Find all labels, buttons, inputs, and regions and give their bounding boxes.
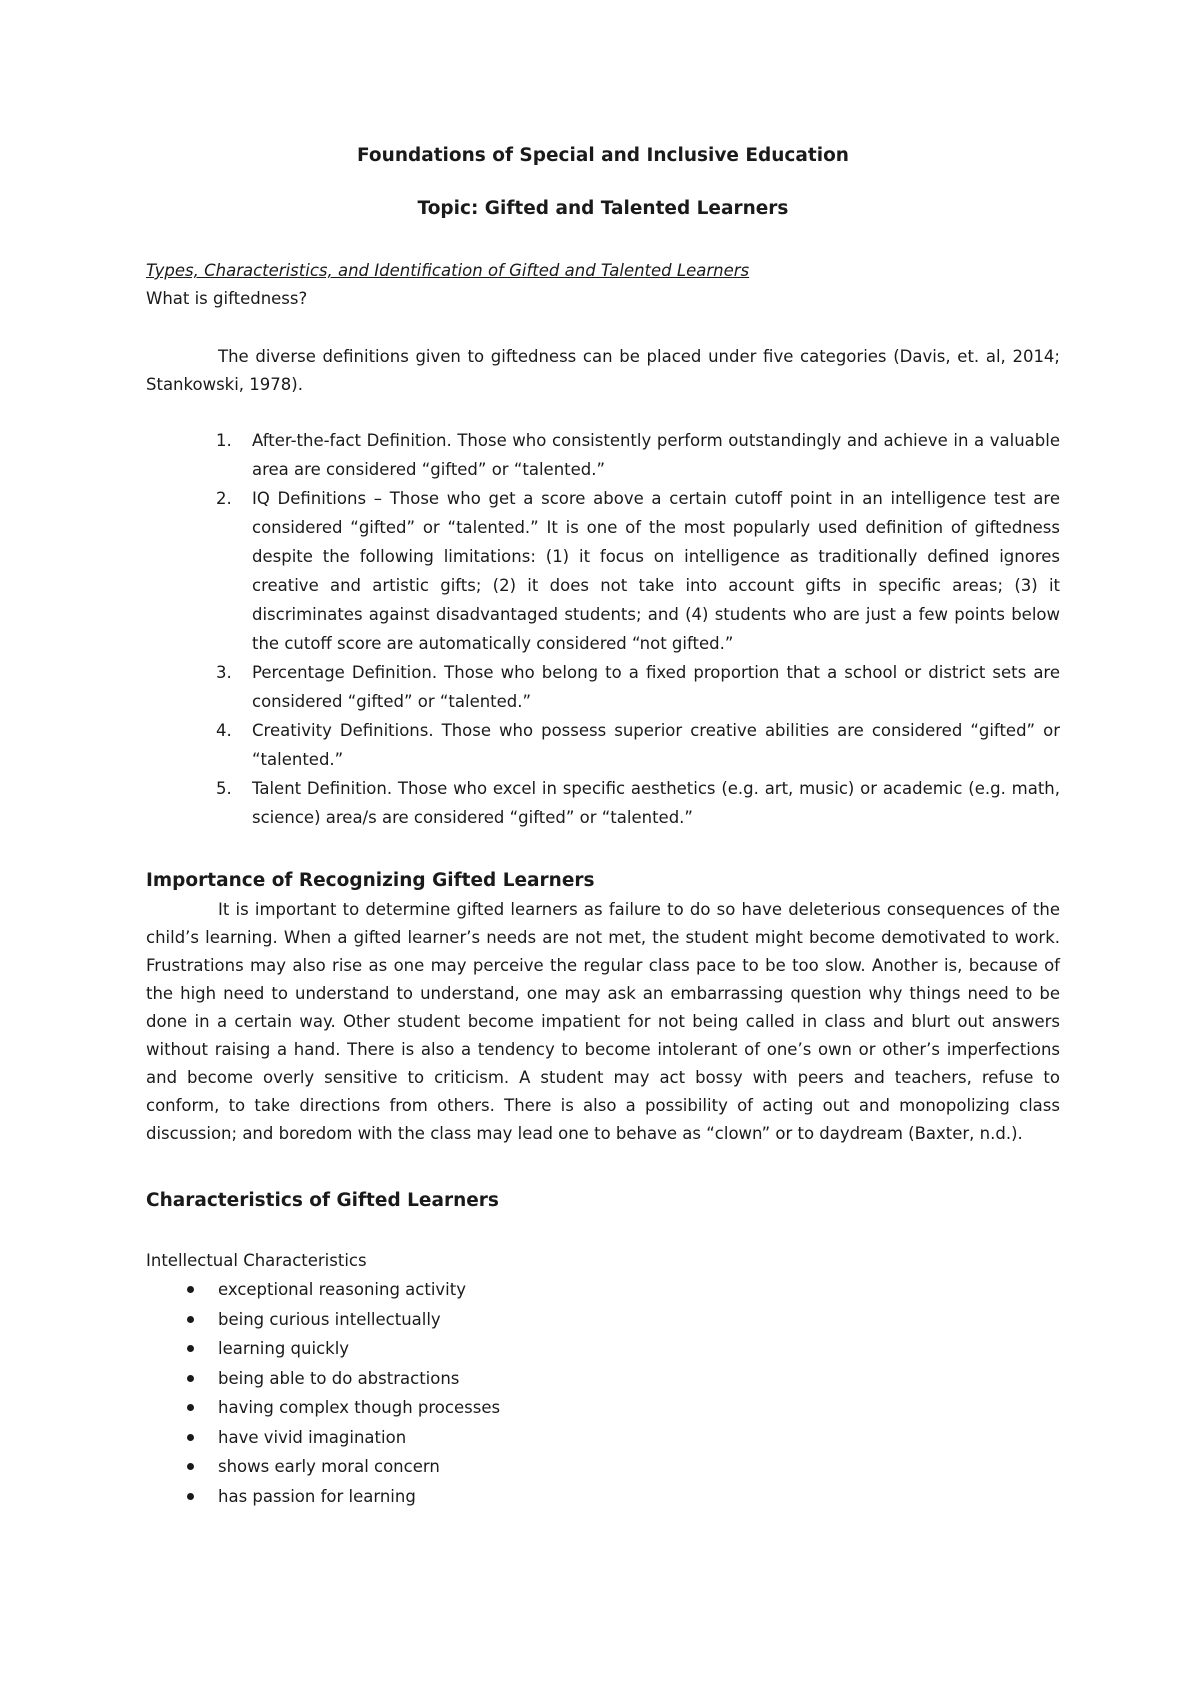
bullet-icon bbox=[187, 1375, 194, 1382]
list-item-text: learning quickly bbox=[218, 1339, 350, 1358]
list-item bbox=[144, 774, 1060, 832]
list-item bbox=[144, 716, 1060, 774]
definitions-list bbox=[146, 426, 1060, 832]
list-item-text: being able to do abstractions bbox=[218, 1368, 460, 1388]
list-number: 1. bbox=[216, 431, 232, 450]
bullet-icon bbox=[187, 1404, 194, 1411]
list-number: 4. bbox=[216, 721, 232, 740]
list-item-text: shows early moral concern bbox=[218, 1457, 440, 1476]
list-item bbox=[146, 1334, 1060, 1364]
list-item-text: Percentage Definition. Those who belong to a fixed proportion that a school or district sets are considered “gifted” or “talented.” bbox=[252, 663, 1060, 711]
list-item bbox=[144, 426, 1060, 484]
importance-paragraph: It is important to determine gifted learners as failure to do so have deleterious consequences of the child’s learning. When a gifted learner’s needs are not met, the student might become demotivated to work. Frustrations may also rise as one may perceive the regular class pace to be too slow. Another is, because of the high need to understand to understand, one may ask an embarrassing question why things need to be done in a certain way. Other student become impatient for not being called in class and blurt out answers without raising a hand. There is also a tendency to become intolerant of one’s own or other’s imperfections and become overly sensitive to criticism. A student may act bossy with peers and teachers, refuse to conform, to take directions from others. There is also a possibility of acting out and monopolizing class discussion; and boredom with the class may lead one to behave as “clown” or to daydream (Baxter, n.d.). bbox=[146, 900, 1060, 1143]
list-item bbox=[146, 1364, 1060, 1394]
list-item bbox=[146, 1452, 1060, 1482]
list-number: 3. bbox=[216, 663, 232, 682]
list-number: 2. bbox=[216, 489, 232, 508]
list-item bbox=[146, 1275, 1060, 1305]
giftedness-question: What is giftedness? bbox=[146, 289, 308, 308]
list-item-text: Creativity Definitions. Those who possess superior creative abilities are considered “gifted” or “talented.” bbox=[252, 721, 1060, 769]
intellectual-list bbox=[146, 1275, 1060, 1511]
list-item-text: After-the-fact Definition. Those who consistently perform outstandingly and achieve in a valuable area are considered “gifted” or “talented.” bbox=[252, 431, 1060, 479]
importance-heading: Importance of Recognizing Gifted Learners bbox=[146, 870, 595, 891]
list-item-text: have vivid imagination bbox=[218, 1427, 407, 1447]
intro-paragraph: The diverse definitions given to giftedness can be placed under five categories (Davis, et. al, 2014; Stankowski, 1978). bbox=[146, 347, 1060, 394]
bullet-icon bbox=[187, 1493, 194, 1500]
list-item-text: exceptional reasoning activity bbox=[218, 1280, 466, 1299]
list-item-text: IQ Definitions – Those who get a score above a certain cutoff point in an intelligence test are considered “gifted” or “talented.” It is one of the most popularly used definition of giftedness despite the following limitations: (1) it focus on intelligence as traditionally defined ignores creative and artistic gifts; (2) it does not take into account gifts in specific areas; (3) it discriminates against disadvantaged students; and (4) students who are just a few points below the cutoff score are automatically considered “not gifted.” bbox=[252, 489, 1060, 653]
list-item bbox=[144, 658, 1060, 716]
list-item-text: having complex though processes bbox=[218, 1398, 501, 1417]
list-item bbox=[146, 1423, 1060, 1453]
topic-title: Topic: Gifted and Talented Learners bbox=[417, 198, 789, 219]
list-item-text: Talent Definition. Those who excel in specific aesthetics (e.g. art, music) or academic (e.g. math, science) area/s are considered “gifted” or “talented.” bbox=[252, 779, 1060, 827]
section-subtitle: Types, Characteristics, and Identification of Gifted and Talented Learners bbox=[146, 261, 750, 280]
document-title: Foundations of Special and Inclusive Education bbox=[357, 145, 849, 166]
list-item bbox=[146, 1482, 1060, 1512]
list-item-text: being curious intellectually bbox=[218, 1309, 441, 1329]
bullet-icon bbox=[187, 1345, 194, 1352]
list-item-text: has passion for learning bbox=[218, 1486, 416, 1506]
bullet-icon bbox=[187, 1286, 194, 1293]
characteristics-heading: Characteristics of Gifted Learners bbox=[146, 1190, 499, 1211]
bullet-icon bbox=[187, 1463, 194, 1470]
intellectual-heading: Intellectual Characteristics bbox=[146, 1251, 367, 1270]
list-number: 5. bbox=[216, 779, 232, 798]
list-item bbox=[146, 1305, 1060, 1335]
list-item bbox=[144, 484, 1060, 658]
bullet-icon bbox=[187, 1434, 194, 1441]
list-item bbox=[146, 1393, 1060, 1423]
bullet-icon bbox=[187, 1316, 194, 1323]
